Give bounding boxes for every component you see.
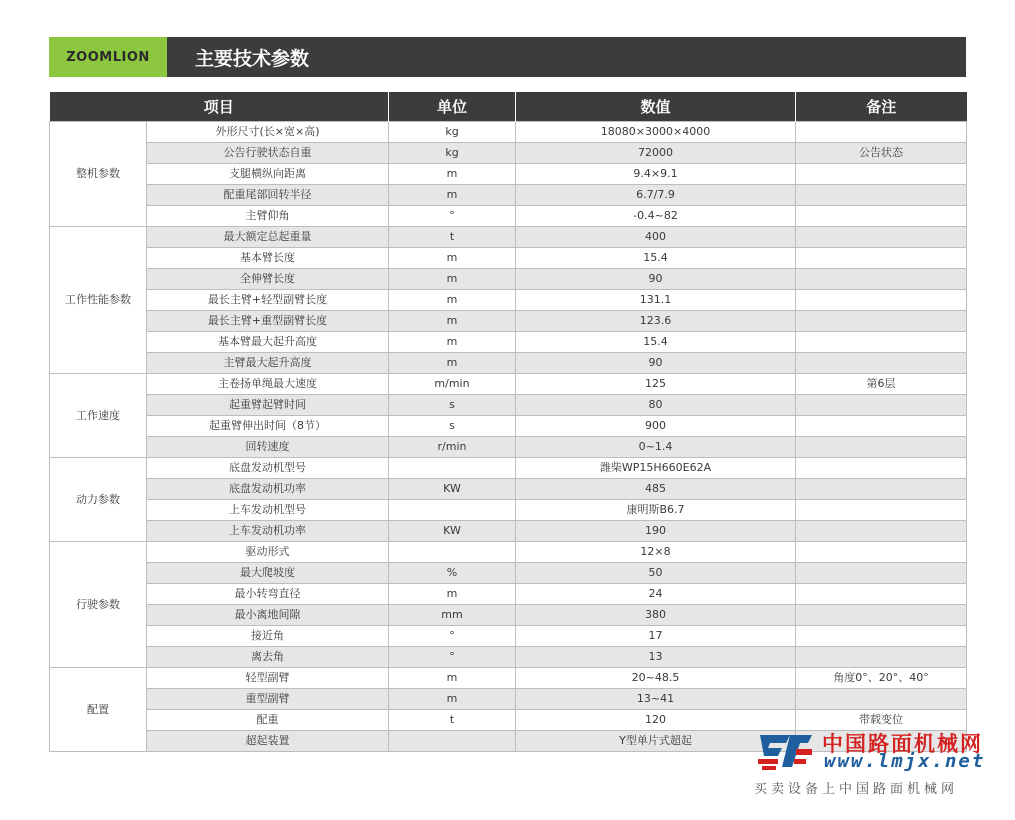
cell-unit: °: [389, 626, 516, 647]
cell-value: 18080×3000×4000: [516, 122, 796, 143]
table-row: [50, 143, 967, 164]
table-row: [50, 479, 967, 500]
table-row: [50, 164, 967, 185]
page-title: 主要技术参数: [195, 47, 310, 70]
cell-value: 康明斯B6.7: [516, 500, 796, 521]
cell-item: 起重臂起臂时间: [147, 395, 389, 416]
table-row: [50, 437, 967, 458]
table-row: [50, 374, 967, 395]
cell-note: [796, 248, 967, 269]
cell-note: 公告状态: [796, 143, 967, 164]
cell-value: 24: [516, 584, 796, 605]
table-row: [50, 122, 967, 143]
group-label: 动力参数: [50, 458, 147, 542]
table-row: [50, 500, 967, 521]
cell-note: [796, 395, 967, 416]
table-body: [50, 122, 967, 752]
table-row: [50, 248, 967, 269]
table-row: [50, 227, 967, 248]
cell-note: [796, 563, 967, 584]
table-row: [50, 269, 967, 290]
cell-value: 80: [516, 395, 796, 416]
cell-note: [796, 458, 967, 479]
cell-note: [796, 416, 967, 437]
cell-unit: [389, 731, 516, 752]
cell-value: 131.1: [516, 290, 796, 311]
table-row: [50, 353, 967, 374]
cell-note: [796, 185, 967, 206]
table-row: [50, 563, 967, 584]
column-header-note: 备注: [796, 92, 967, 122]
cell-note: 第6层: [796, 374, 967, 395]
cell-value: 13~41: [516, 689, 796, 710]
cell-value: 90: [516, 269, 796, 290]
cell-item: 最小离地间隙: [147, 605, 389, 626]
cell-value: 17: [516, 626, 796, 647]
cell-item: 上车发动机功率: [147, 521, 389, 542]
cell-unit: m: [389, 332, 516, 353]
cell-value: 900: [516, 416, 796, 437]
table-row: [50, 668, 967, 689]
cell-unit: [389, 458, 516, 479]
table-row: [50, 689, 967, 710]
cell-note: [796, 500, 967, 521]
column-header-item: 项目: [50, 92, 389, 122]
cell-unit: mm: [389, 605, 516, 626]
cell-item: 最小转弯直径: [147, 584, 389, 605]
cell-unit: [389, 500, 516, 521]
cell-unit: KW: [389, 479, 516, 500]
table-row: [50, 626, 967, 647]
cell-note: [796, 542, 967, 563]
cell-item: 超起装置: [147, 731, 389, 752]
cell-value: 190: [516, 521, 796, 542]
cell-note: [796, 437, 967, 458]
cell-note: [796, 269, 967, 290]
cell-note: [796, 647, 967, 668]
table-header-row: [50, 92, 967, 122]
cell-note: [796, 122, 967, 143]
cell-unit: t: [389, 710, 516, 731]
cell-item: 底盘发动机功率: [147, 479, 389, 500]
table-row: [50, 458, 967, 479]
table-row: [50, 332, 967, 353]
table-row: [50, 290, 967, 311]
cell-value: 380: [516, 605, 796, 626]
table-row: [50, 395, 967, 416]
column-header-unit: 单位: [389, 92, 516, 122]
spec-table: [49, 92, 967, 752]
cell-item: 配重: [147, 710, 389, 731]
cell-value: 0~1.4: [516, 437, 796, 458]
cell-value: 15.4: [516, 332, 796, 353]
page-header: [49, 37, 966, 77]
cell-item: 接近角: [147, 626, 389, 647]
table-row: [50, 185, 967, 206]
cell-value: 9.4×9.1: [516, 164, 796, 185]
group-label: 工作性能参数: [50, 227, 147, 374]
cell-value: 20~48.5: [516, 668, 796, 689]
cell-note: [796, 689, 967, 710]
cell-value: 潍柴WP15H660E62A: [516, 458, 796, 479]
cell-unit: t: [389, 227, 516, 248]
cell-item: 最长主臂+重型副臂长度: [147, 311, 389, 332]
cell-item: 起重臂伸出时间（8节）: [147, 416, 389, 437]
table-row: [50, 206, 967, 227]
cell-item: 最大爬坡度: [147, 563, 389, 584]
cell-item: 最长主臂+轻型副臂长度: [147, 290, 389, 311]
brand-logo: ZOOMLION: [49, 37, 167, 77]
table-row: [50, 605, 967, 626]
table-row: [50, 521, 967, 542]
cell-note: [796, 353, 967, 374]
cell-item: 基本臂长度: [147, 248, 389, 269]
table-row: [50, 584, 967, 605]
cell-unit: %: [389, 563, 516, 584]
cell-unit: m: [389, 248, 516, 269]
cell-unit: °: [389, 647, 516, 668]
watermark-cn-name: 中国路面机械网: [822, 732, 983, 756]
cell-note: [796, 290, 967, 311]
cell-item: 上车发动机型号: [147, 500, 389, 521]
cell-value: 15.4: [516, 248, 796, 269]
cell-item: 支腿横纵向距离: [147, 164, 389, 185]
table-row: [50, 647, 967, 668]
cell-value: -0.4~82: [516, 206, 796, 227]
cell-unit: kg: [389, 143, 516, 164]
cell-item: 外形尺寸(长×宽×高): [147, 122, 389, 143]
group-label: 整机参数: [50, 122, 147, 227]
cell-value: 123.6: [516, 311, 796, 332]
watermark-slogan: 买卖设备上中国路面机械网: [754, 782, 959, 797]
cell-value: 90: [516, 353, 796, 374]
cell-unit: °: [389, 206, 516, 227]
cell-item: 重型副臂: [147, 689, 389, 710]
lmjx-logo-icon: [756, 731, 814, 773]
cell-unit: s: [389, 416, 516, 437]
cell-note: 带载变位: [796, 710, 967, 731]
cell-item: 最大额定总起重量: [147, 227, 389, 248]
cell-unit: KW: [389, 521, 516, 542]
cell-note: [796, 521, 967, 542]
cell-unit: m: [389, 290, 516, 311]
cell-item: 轻型副臂: [147, 668, 389, 689]
column-header-value: 数值: [516, 92, 796, 122]
cell-unit: m/min: [389, 374, 516, 395]
cell-unit: r/min: [389, 437, 516, 458]
table-row: [50, 311, 967, 332]
cell-value: 485: [516, 479, 796, 500]
cell-item: 底盘发动机型号: [147, 458, 389, 479]
watermark-url: www.lmjx.net: [824, 750, 986, 772]
cell-note: [796, 605, 967, 626]
cell-value: 120: [516, 710, 796, 731]
cell-note: [796, 227, 967, 248]
cell-value: 13: [516, 647, 796, 668]
cell-note: [796, 584, 967, 605]
cell-value: 400: [516, 227, 796, 248]
table-row: [50, 416, 967, 437]
group-label: 行驶参数: [50, 542, 147, 668]
cell-note: [796, 332, 967, 353]
cell-item: 驱动形式: [147, 542, 389, 563]
cell-unit: m: [389, 185, 516, 206]
cell-unit: kg: [389, 122, 516, 143]
cell-item: 基本臂最大起升高度: [147, 332, 389, 353]
group-label: 工作速度: [50, 374, 147, 458]
cell-value: 50: [516, 563, 796, 584]
cell-note: [796, 206, 967, 227]
cell-unit: s: [389, 395, 516, 416]
cell-item: 公告行驶状态自重: [147, 143, 389, 164]
cell-note: [796, 479, 967, 500]
cell-unit: [389, 542, 516, 563]
cell-note: 角度0°、20°、40°: [796, 668, 967, 689]
cell-item: 主臂仰角: [147, 206, 389, 227]
cell-note: [796, 311, 967, 332]
cell-item: 配重尾部回转半径: [147, 185, 389, 206]
cell-note: [796, 626, 967, 647]
cell-item: 离去角: [147, 647, 389, 668]
cell-item: 主臂最大起升高度: [147, 353, 389, 374]
cell-value: 12×8: [516, 542, 796, 563]
cell-unit: m: [389, 164, 516, 185]
cell-unit: m: [389, 689, 516, 710]
cell-unit: m: [389, 584, 516, 605]
cell-unit: m: [389, 353, 516, 374]
cell-item: 全伸臂长度: [147, 269, 389, 290]
cell-value: 125: [516, 374, 796, 395]
cell-item: 主卷扬单绳最大速度: [147, 374, 389, 395]
cell-value: Y型单片式超起: [516, 731, 796, 752]
cell-unit: m: [389, 269, 516, 290]
cell-item: 回转速度: [147, 437, 389, 458]
group-label: 配置: [50, 668, 147, 752]
watermark: [752, 728, 1007, 800]
cell-note: [796, 164, 967, 185]
cell-value: 6.7/7.9: [516, 185, 796, 206]
cell-unit: m: [389, 311, 516, 332]
cell-unit: m: [389, 668, 516, 689]
cell-value: 72000: [516, 143, 796, 164]
table-row: [50, 542, 967, 563]
